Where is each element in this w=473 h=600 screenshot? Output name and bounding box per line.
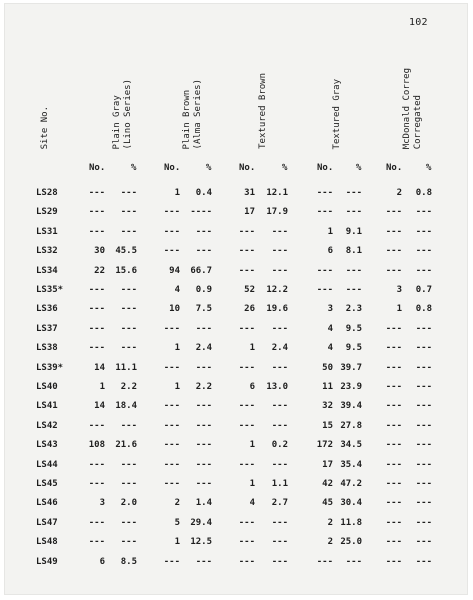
cell-percent: 9.1: [345, 226, 362, 237]
cell-count: 1: [249, 343, 255, 354]
cell-count: 1: [249, 479, 255, 489]
cell-percent: ---: [120, 285, 137, 295]
cell-count: 14: [94, 362, 105, 373]
cell-percent: ---: [415, 265, 432, 276]
cell-count: ---: [88, 304, 105, 315]
subheader-no: No.: [317, 163, 334, 173]
cell-percent: ---: [345, 207, 362, 218]
cell-percent: ---: [271, 459, 288, 470]
cell-percent: ---: [415, 517, 432, 528]
cell-percent: ---: [415, 207, 432, 218]
cell-percent: 0.8: [415, 188, 432, 198]
cell-percent: 47.2: [340, 479, 362, 489]
cell-count: ---: [88, 323, 105, 334]
cell-percent: 23.9: [340, 382, 362, 392]
cell-count: 1: [396, 304, 402, 315]
site-label: LS45: [36, 479, 58, 489]
cell-count: ---: [385, 440, 402, 451]
cell-percent: ---: [195, 459, 212, 470]
cell-count: 1: [174, 537, 180, 548]
cell-percent: 12.1: [266, 188, 288, 198]
cell-percent: 1.4: [195, 498, 212, 509]
cell-count: ---: [385, 556, 402, 567]
cell-percent: ---: [271, 226, 288, 237]
cell-percent: 35.4: [340, 459, 362, 470]
site-label: LS41: [36, 401, 58, 412]
cell-count: 3: [396, 285, 402, 295]
cell-count: 1: [174, 343, 180, 354]
site-label: LS43: [36, 440, 58, 451]
cell-count: 6: [249, 382, 255, 392]
cell-percent: ---: [195, 401, 212, 412]
cell-count: 3: [99, 498, 105, 509]
site-label: LS46: [36, 498, 58, 509]
cell-percent: 17.9: [266, 207, 288, 218]
cell-percent: 66.7: [190, 265, 212, 276]
cell-count: 11: [322, 382, 333, 392]
cell-percent: 0.8: [415, 304, 432, 315]
cell-count: 17: [322, 459, 333, 470]
cell-count: ---: [238, 401, 255, 412]
cell-percent: ---: [120, 207, 137, 218]
site-label: LS29: [36, 207, 58, 218]
cell-count: ---: [385, 459, 402, 470]
cell-count: 108: [88, 440, 105, 451]
site-label: LS39*: [36, 362, 64, 373]
cell-count: 22: [94, 265, 105, 276]
cell-count: 42: [322, 479, 333, 489]
site-label: LS28: [36, 188, 58, 198]
cell-percent: 13.0: [266, 382, 288, 392]
cell-count: ---: [88, 459, 105, 470]
cell-percent: 21.6: [115, 440, 137, 451]
cell-percent: 39.7: [340, 362, 362, 373]
cell-count: ---: [238, 362, 255, 373]
cell-percent: ---: [120, 517, 137, 528]
cell-percent: ---: [120, 226, 137, 237]
cell-percent: ---: [415, 537, 432, 548]
cell-count: ---: [163, 420, 180, 431]
cell-count: ---: [238, 420, 255, 431]
header-plain-gray: Plain Gray (Lino Series): [112, 78, 133, 149]
cell-percent: 0.2: [271, 440, 288, 451]
cell-percent: 19.6: [266, 304, 288, 315]
cell-count: ---: [238, 537, 255, 548]
cell-count: 5: [174, 517, 180, 528]
header-site-no: Site No.: [40, 105, 50, 149]
cell-percent: 15.6: [115, 265, 137, 276]
cell-count: 2: [327, 517, 333, 528]
cell-count: ---: [238, 226, 255, 237]
cell-percent: ---: [415, 459, 432, 470]
cell-percent: ---: [415, 323, 432, 334]
cell-count: ---: [238, 246, 255, 257]
cell-percent: 29.4: [190, 517, 212, 528]
subheader-no: No.: [89, 163, 106, 173]
cell-percent: ---: [271, 556, 288, 567]
cell-percent: ---: [415, 420, 432, 431]
cell-count: 15: [322, 420, 333, 431]
cell-count: 4: [327, 343, 333, 354]
cell-percent: 11.8: [340, 517, 362, 528]
cell-count: 94: [169, 265, 180, 276]
cell-count: ---: [385, 420, 402, 431]
cell-count: 45: [322, 498, 333, 509]
cell-percent: 9.5: [345, 323, 362, 334]
site-label: LS31: [36, 226, 58, 237]
cell-count: ---: [88, 285, 105, 295]
subheader-pct: %: [426, 163, 432, 173]
cell-count: ---: [385, 537, 402, 548]
cell-percent: 2.7: [271, 498, 288, 509]
cell-percent: ---: [345, 188, 362, 198]
cell-percent: ---: [195, 246, 212, 257]
cell-count: ---: [88, 517, 105, 528]
cell-percent: ---: [271, 362, 288, 373]
subheader-pct: %: [131, 163, 137, 173]
cell-count: 1: [174, 188, 180, 198]
cell-count: 2: [396, 188, 402, 198]
cell-count: 3: [327, 304, 333, 315]
cell-count: ---: [238, 265, 255, 276]
site-label: LS35*: [36, 285, 64, 295]
cell-percent: 25.0: [340, 537, 362, 548]
header-textured-brown: Textured Brown: [258, 73, 268, 149]
cell-count: ---: [163, 362, 180, 373]
cell-count: ---: [163, 401, 180, 412]
site-label: LS42: [36, 420, 58, 431]
header-textured-gray: Textured Gray: [332, 78, 342, 149]
cell-percent: ---: [271, 517, 288, 528]
cell-count: ---: [163, 440, 180, 451]
cell-count: 52: [244, 285, 255, 295]
cell-count: ---: [385, 479, 402, 489]
cell-count: 50: [322, 362, 333, 373]
cell-percent: 45.5: [115, 246, 137, 257]
cell-count: ---: [163, 226, 180, 237]
cell-percent: 39.4: [340, 401, 362, 412]
site-label: LS47: [36, 517, 58, 528]
cell-percent: ---: [271, 420, 288, 431]
cell-percent: ---: [120, 420, 137, 431]
cell-count: 14: [94, 401, 105, 412]
cell-percent: ---: [195, 420, 212, 431]
cell-count: 1: [99, 382, 105, 392]
cell-percent: 8.5: [120, 556, 137, 567]
subheader-no: No.: [164, 163, 181, 173]
cell-count: ---: [88, 420, 105, 431]
page-number: 102: [409, 17, 428, 28]
cell-percent: ---: [415, 246, 432, 257]
subheader-no: No.: [239, 163, 256, 173]
cell-count: 4: [327, 323, 333, 334]
cell-percent: ---: [195, 440, 212, 451]
cell-percent: ---: [415, 498, 432, 509]
cell-count: 32: [322, 401, 333, 412]
cell-count: ---: [163, 479, 180, 489]
subheader-no: No.: [386, 163, 403, 173]
cell-percent: 7.5: [195, 304, 212, 315]
cell-percent: 2.2: [120, 382, 137, 392]
cell-count: ---: [88, 479, 105, 489]
cell-count: ---: [88, 226, 105, 237]
cell-percent: ---: [120, 479, 137, 489]
cell-percent: 2.3: [345, 304, 362, 315]
cell-percent: ---: [271, 265, 288, 276]
cell-percent: ---: [345, 556, 362, 567]
cell-count: ---: [238, 459, 255, 470]
cell-count: ---: [385, 323, 402, 334]
cell-count: ---: [238, 323, 255, 334]
subheader-pct: %: [206, 163, 212, 173]
cell-percent: ---: [120, 459, 137, 470]
cell-count: ---: [238, 517, 255, 528]
cell-count: 4: [174, 285, 180, 295]
subheader-pct: %: [356, 163, 362, 173]
cell-percent: 18.4: [115, 401, 137, 412]
cell-count: ---: [238, 556, 255, 567]
cell-percent: 12.5: [190, 537, 212, 548]
site-label: LS49: [36, 556, 58, 567]
cell-percent: 9.5: [345, 343, 362, 354]
cell-percent: 34.5: [340, 440, 362, 451]
site-label: LS44: [36, 459, 58, 470]
cell-percent: 27.8: [340, 420, 362, 431]
cell-count: ---: [385, 343, 402, 354]
cell-percent: ---: [415, 440, 432, 451]
cell-percent: 8.1: [345, 246, 362, 257]
cell-percent: ---: [271, 323, 288, 334]
cell-count: 2: [174, 498, 180, 509]
subheader-pct: %: [282, 163, 288, 173]
cell-count: ---: [385, 498, 402, 509]
cell-count: ---: [385, 401, 402, 412]
cell-count: ---: [316, 207, 333, 218]
cell-count: 4: [249, 498, 255, 509]
cell-percent: ---: [120, 188, 137, 198]
cell-count: 2: [327, 537, 333, 548]
cell-count: ---: [385, 265, 402, 276]
cell-percent: 30.4: [340, 498, 362, 509]
cell-count: ---: [163, 459, 180, 470]
cell-count: 26: [244, 304, 255, 315]
cell-count: 31: [244, 188, 255, 198]
site-label: LS34: [36, 265, 58, 276]
cell-count: 6: [327, 246, 333, 257]
cell-count: ---: [316, 265, 333, 276]
cell-percent: ---: [415, 401, 432, 412]
cell-count: ---: [88, 188, 105, 198]
cell-percent: ---: [415, 343, 432, 354]
cell-count: 1: [327, 226, 333, 237]
cell-percent: ---: [415, 226, 432, 237]
cell-percent: ---: [195, 226, 212, 237]
cell-count: ---: [385, 246, 402, 257]
cell-percent: ---: [271, 401, 288, 412]
cell-percent: ---: [415, 382, 432, 392]
site-label: LS48: [36, 537, 58, 548]
cell-count: 17: [244, 207, 255, 218]
cell-percent: ---: [271, 537, 288, 548]
cell-count: ---: [163, 323, 180, 334]
cell-count: ---: [88, 343, 105, 354]
cell-count: ---: [88, 537, 105, 548]
cell-count: ---: [385, 517, 402, 528]
site-label: LS38: [36, 343, 58, 354]
cell-percent: 0.9: [195, 285, 212, 295]
cell-count: 6: [99, 556, 105, 567]
cell-percent: ---: [120, 323, 137, 334]
cell-percent: ---: [195, 556, 212, 567]
cell-percent: ----: [190, 207, 212, 218]
cell-count: ---: [163, 556, 180, 567]
cell-count: ---: [163, 207, 180, 218]
cell-percent: ---: [195, 323, 212, 334]
cell-count: ---: [385, 382, 402, 392]
cell-percent: 2.0: [120, 498, 137, 509]
document-page: [4, 3, 468, 595]
site-label: LS32: [36, 246, 58, 257]
cell-percent: ---: [345, 265, 362, 276]
cell-count: 1: [249, 440, 255, 451]
cell-count: 1: [174, 382, 180, 392]
site-label: LS36: [36, 304, 58, 315]
cell-count: ---: [385, 226, 402, 237]
cell-percent: ---: [195, 362, 212, 373]
cell-percent: ---: [345, 285, 362, 295]
cell-count: ---: [316, 285, 333, 295]
cell-percent: ---: [271, 246, 288, 257]
cell-count: ---: [88, 207, 105, 218]
header-mcdonald: McDonald Correg Corregated: [402, 67, 423, 149]
cell-count: ---: [385, 362, 402, 373]
cell-percent: ---: [415, 479, 432, 489]
cell-percent: ---: [415, 362, 432, 373]
cell-percent: 2.4: [195, 343, 212, 354]
cell-count: ---: [385, 207, 402, 218]
cell-percent: ---: [120, 304, 137, 315]
site-label: LS40: [36, 382, 58, 392]
cell-percent: ---: [120, 537, 137, 548]
cell-percent: 12.2: [266, 285, 288, 295]
cell-count: 30: [94, 246, 105, 257]
cell-percent: 2.2: [195, 382, 212, 392]
cell-percent: ---: [195, 479, 212, 489]
cell-percent: ---: [415, 556, 432, 567]
cell-count: ---: [316, 188, 333, 198]
cell-count: 172: [316, 440, 333, 451]
cell-percent: 11.1: [115, 362, 137, 373]
header-plain-brown: Plain Brown (Alma Series): [182, 78, 203, 149]
site-label: LS37: [36, 323, 58, 334]
cell-percent: 2.4: [271, 343, 288, 354]
cell-percent: ---: [120, 343, 137, 354]
cell-percent: 1.1: [271, 479, 288, 489]
cell-count: ---: [316, 556, 333, 567]
cell-percent: 0.7: [415, 285, 432, 295]
cell-count: ---: [163, 246, 180, 257]
cell-count: 10: [169, 304, 180, 315]
cell-percent: 0.4: [195, 188, 212, 198]
